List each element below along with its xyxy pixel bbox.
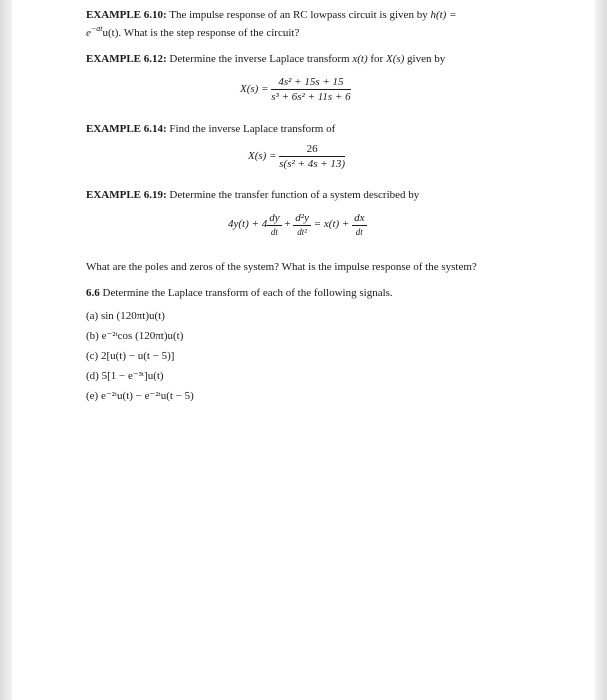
fraction-numerator: dx [354, 212, 365, 224]
problem-6-6-items [86, 306, 386, 406]
fraction-dx-dt [352, 212, 366, 237]
equation-6-14 [248, 143, 345, 170]
math-exponent: −at [90, 24, 103, 33]
equation-lhs: X(s) = [248, 150, 277, 163]
example-text-2: u(t). What is the step response of the circuit? [102, 27, 300, 39]
example-6-19 [86, 188, 526, 202]
fraction-numerator: 4s² + 15s + 15 [271, 76, 350, 90]
question-text: What are the poles and zeros of the system? What is the impulse response of the system? [86, 261, 477, 273]
equation-6-12 [240, 76, 351, 103]
fraction-d2y-dt2 [293, 212, 311, 237]
fraction-dy-dt [267, 212, 281, 237]
fraction [279, 143, 345, 170]
example-6-12 [86, 52, 526, 66]
fraction-denominator: s(s² + 4s + 13) [279, 158, 346, 170]
example-heading: EXAMPLE 6.14: [86, 123, 167, 135]
equation-term: = x(t) + [313, 218, 350, 231]
example-6-14 [86, 122, 526, 136]
example-text: The impulse response of an RC lowpass circuit is given by [169, 9, 428, 21]
equation-term: 4y(t) + 4 [228, 218, 268, 231]
example-heading: EXAMPLE 6.19: [86, 189, 167, 201]
math-ht: h(t) = [430, 9, 457, 21]
example-6-19-question [86, 260, 556, 274]
fraction-denominator: dt [270, 227, 278, 237]
example-text: given by [407, 53, 446, 65]
fraction-denominator: dt [355, 227, 363, 237]
example-heading: EXAMPLE 6.10: [86, 9, 167, 21]
list-item: (d) 5[1 − e⁻³ᵗ]u(t) [86, 370, 164, 382]
list-item: (c) 2[u(t) − u(t − 5)] [86, 350, 175, 362]
fraction-denominator: dt² [297, 227, 307, 237]
math-xt: x(t) [352, 53, 368, 65]
math-e: e [86, 27, 91, 39]
example-text: Determine the inverse Laplace transform [169, 53, 350, 65]
example-6-10 [86, 8, 526, 40]
example-text: Determine the transfer function of a system described by [169, 189, 420, 201]
list-item: (a) sin (120πt)u(t) [86, 310, 165, 322]
plus-sign: + [284, 218, 291, 231]
fraction-numerator: 26 [279, 143, 345, 157]
list-item: (e) e⁻²ᵗu(t) − e⁻²ᵗu(t − 5) [86, 390, 194, 402]
problem-text: Determine the Laplace transform of each of the following signals. [102, 287, 393, 299]
fraction-denominator: s³ + 6s² + 11s + 6 [271, 91, 351, 103]
page-shadow-left [0, 0, 12, 700]
page-shadow-right [595, 0, 607, 700]
problem-6-6 [86, 286, 526, 300]
fraction-numerator: d²y [295, 212, 309, 224]
math-Xs: X(s) [385, 53, 405, 65]
list-item: (b) e⁻²ᵗcos (120πt)u(t) [86, 330, 184, 342]
equation-6-19 [228, 212, 367, 237]
example-text: Find the inverse Laplace transform of [169, 123, 336, 135]
problem-number: 6.6 [86, 287, 100, 299]
fraction-numerator: dy [269, 212, 280, 224]
example-text: for [370, 53, 384, 65]
equation-lhs: X(s) = [240, 83, 269, 96]
example-heading: EXAMPLE 6.12: [86, 53, 167, 65]
fraction [271, 76, 350, 103]
